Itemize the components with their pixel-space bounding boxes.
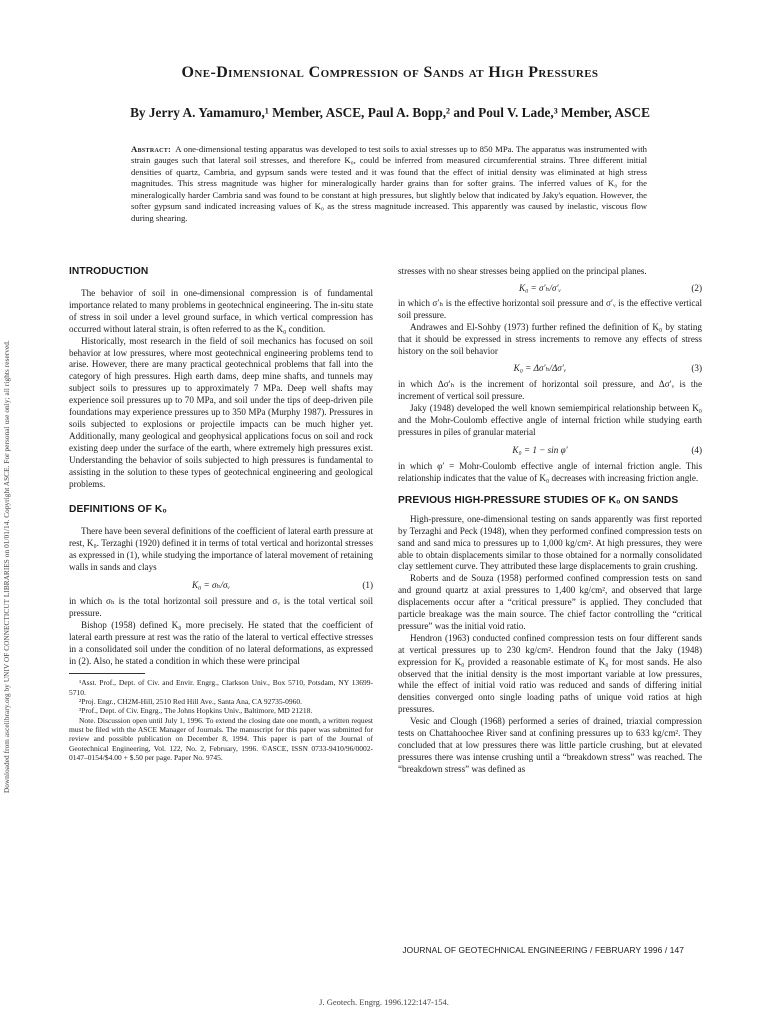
citation-footer: J. Geotech. Engrg. 1996.122:147-154. [319, 997, 449, 1007]
definitions-paragraph-3: Bishop (1958) defined K₀ more precisely. He stated that the coefficient of lateral earth pressure at rest was the ratio of the lateral to vertical effective stresses in a consolidated soil under the condition of no lateral deformations, as expressed in (2). Also, he stated a condition in which these were principal [69, 619, 373, 666]
right-paragraph-1: stresses with no shear stresses being applied on the principal planes. [398, 266, 647, 276]
previous-studies-heading: PREVIOUS HIGH-PRESSURE STUDIES OF K₀ ON SANDS [398, 494, 679, 506]
download-notice-text: Downloaded from ascelibrary.org by UNIV OF CONNECTICUT LIBRARIES on 01/01/14. Copyright ASCE. For personal use only; all rights reserved. [3, 340, 11, 793]
abstract [131, 144, 647, 224]
right-paragraph-3: Andrawes and El-Sohby (1973) further refined the definition of K₀ by stating that it should be expressed in stress increments to remove any effects of stress history on the soil behavior [398, 321, 702, 356]
footnote-3: ³Prof., Dept. of Civ. Engrg., The Johns Hopkins Univ., Baltimore, MD 21218. [79, 706, 313, 716]
download-notice-margin [0, 0, 16, 1024]
equation-3-formula: K₀ = Δσ′ₕ/Δσ′ᵥ [513, 363, 567, 374]
equation-1-number: (1) [362, 580, 373, 591]
footnotes [69, 678, 373, 762]
footnote-note: Note. Discussion open until July 1, 1996. To extend the closing date one month, a written request must be filed with the ASCE Manager of Journals. The manuscript for this paper was submitted for review and possible publication on December 8, 1994. This paper is part of the Journal of Geotechnical Engineering, Vol. 122, No. 2, February, 1996. ©ASCE, ISSN 0733-9410/96/0002-0147–0154/$4.00 + $.50 per page. Paper No. 9745. [69, 715, 373, 762]
definitions-paragraph-2: in which σₕ is the total horizontal soil pressure and σᵥ is the total vertical soil pressure. [69, 596, 373, 618]
footnote-1: ¹Asst. Prof., Dept. of Civ. and Envir. Engrg., Clarkson Univ., Box 5710, Potsdam, NY 13699-5710. [69, 678, 373, 697]
definitions-paragraph-1: There have been several definitions of the coefficient of lateral earth pressure at rest, K₀. Terzaghi (1920) defined it in terms of total vertical and horizontal stresses as expressed in (1), while studying the importance of lateral movement of retaining walls in sands and clays [69, 526, 373, 573]
equation-1-formula: K₀ = σₕ/σᵥ [191, 580, 230, 591]
definitions-heading: DEFINITIONS OF K₀ [69, 504, 167, 516]
right-paragraph-9: Hendron (1963) conducted confined compression tests on four different sands at vertical pressures up to 230 kg/cm². Hendron found that the Jaky (1948) expression for K₀ provided a reasonable estimate of K₀ for most sands. He also observed that the initial density is the most important variable at low pressures, while the effect of initial void ratio was reduced and sands of differing initial densities converged onto single loading paths of unique void ratios at high pressures. [398, 632, 702, 715]
right-paragraph-6: in which φ′ = Mohr-Coulomb effective angle of internal friction angle. This relationship indicates that the value of K₀ decreases with increasing friction angle. [398, 460, 702, 483]
equation-1 [69, 579, 373, 591]
equation-4-formula: K₀ = 1 − sin φ′ [512, 444, 568, 455]
equation-4-number: (4) [691, 444, 702, 455]
abstract-label: Abstract: [131, 144, 172, 154]
author-line: By Jerry A. Yamamuro,¹ Member, ASCE, Paul A. Bopp,² and Poul V. Lade,³ Member, ASCE [130, 105, 650, 120]
right-paragraph-8: Roberts and de Souza (1958) performed confined compression tests on sand and ground quartz at axial pressures to 1,400 kg/cm², and observed that large displacements occur after a “critical pressure” is applied. They concluded that particle breakage was the main source. The chief factor controlling the “critical pressure” was the initial void ratio. [398, 573, 702, 631]
intro-paragraph-1: The behavior of soil in one-dimensional compression is of fundamental importance related to many problems in geotechnical engineering. The in-situ state of stress in soil under a level ground surface, in which vertical compression has occurred without lateral strain, is often referred to as the K₀ condition. [69, 288, 373, 334]
equation-2-formula: K₀ = σ′ₕ/σ′ᵥ [518, 282, 561, 293]
right-paragraph-4: in which Δσ′ₕ is the increment of horizontal soil pressure, and Δσ′ᵥ is the increment of vertical soil pressure. [398, 379, 702, 402]
equation-3-number: (3) [691, 363, 702, 374]
right-paragraph-2: in which σ′ₕ is the effective horizontal soil pressure and σ′ᵥ is the effective vertical soil pressure. [398, 297, 702, 320]
left-column [69, 266, 373, 762]
intro-paragraph-2: Historically, most research in the field of soil mechanics has focused on soil behavior at low pressures, where most geotechnical engineering problems tend to arise. However, there are many practical geotechnical problems that fall into the category of high pressures. High earth dams, deep mine shafts, and tunnels may subject soils to pressures up to approximately 7 MPa. Deep well shafts may experience soil pressures up to 70 MPa, and soil under the tips of deep-driven pile foundations may experience pressures up to 350 MPa (Murphy 1987). Pressures in soils subjected to explosions or projectile impacts can be much higher yet. Additionally, many geological and geophysical applications focus on soil and rock existing deep under the surface of the earth, where extremely high pressures exist. Understanding the behavior of soils subjected to high pressures is fundamental to assisting in the solution to these types of geotechnical engineering and geological problems. [69, 335, 373, 489]
right-paragraph-5: Jaky (1948) developed the well known semiempirical relationship between K₀ and the Mohr-Coulomb effective angle of internal friction while studying earth pressures in piles of granular material [398, 403, 702, 438]
running-footer: JOURNAL OF GEOTECHNICAL ENGINEERING / FEBRUARY 1996 / 147 [402, 945, 684, 955]
right-column [398, 266, 702, 776]
right-paragraph-10: Vesic and Clough (1968) performed a series of drained, triaxial compression tests on Chattahoochee River sand at confining pressures up to 633 kg/cm². They concluded that at low pressures there was little particle crushing, but at elevated pressures there was intense crushing until a “breakdown stress” was reached. The “breakdown stress” was defined as [398, 716, 702, 774]
equation-2 [398, 282, 702, 294]
equation-3 [398, 362, 702, 374]
equation-4 [398, 444, 702, 456]
equation-2-number: (2) [691, 282, 702, 293]
right-paragraph-7: High-pressure, one-dimensional testing on sands apparently was first reported by Terzaghi and Peck (1948), when they performed confined compression tests on sand and sand mica to pressures up to 1,000 kg/cm². At high pressures, they were able to obtain displacements similar to those obtained for a normally consolidated clay settlement curve. They attributed these large displacements to grain crushing. [398, 513, 702, 572]
introduction-heading: INTRODUCTION [69, 266, 149, 277]
paper-title: One-Dimensional Compression of Sands at High Pressures [181, 64, 599, 81]
footnote-2: ²Proj. Engr., CH2M-Hill, 2510 Red Hill Ave., Santa Ana, CA 92735-0960. [79, 697, 302, 707]
abstract-text: A one-dimensional testing apparatus was developed to test soils to axial stresses up to 850 MPa. The apparatus was instrumented with strain gauges such that lateral soil stresses, and therefore K₀, could be inferred from measured circumferential strains. Three different initial densities of quartz, Cambria, and gypsum sands were tested and it was found that the effect of initial density was eliminated at high stress magnitudes. This stress magnitude was higher for mineralogically harder grains than for softer grains. The inferred values of K₀ for the mineralogically harder Cambria sand was found to be constant at high pressures, but slightly below that indicated by Jaky's equation. However, the softer gypsum sand indicated increasing values of K₀ as the stress magnitude increased. This apparently was caused by inelastic, viscous flow during shearing. [131, 144, 647, 223]
